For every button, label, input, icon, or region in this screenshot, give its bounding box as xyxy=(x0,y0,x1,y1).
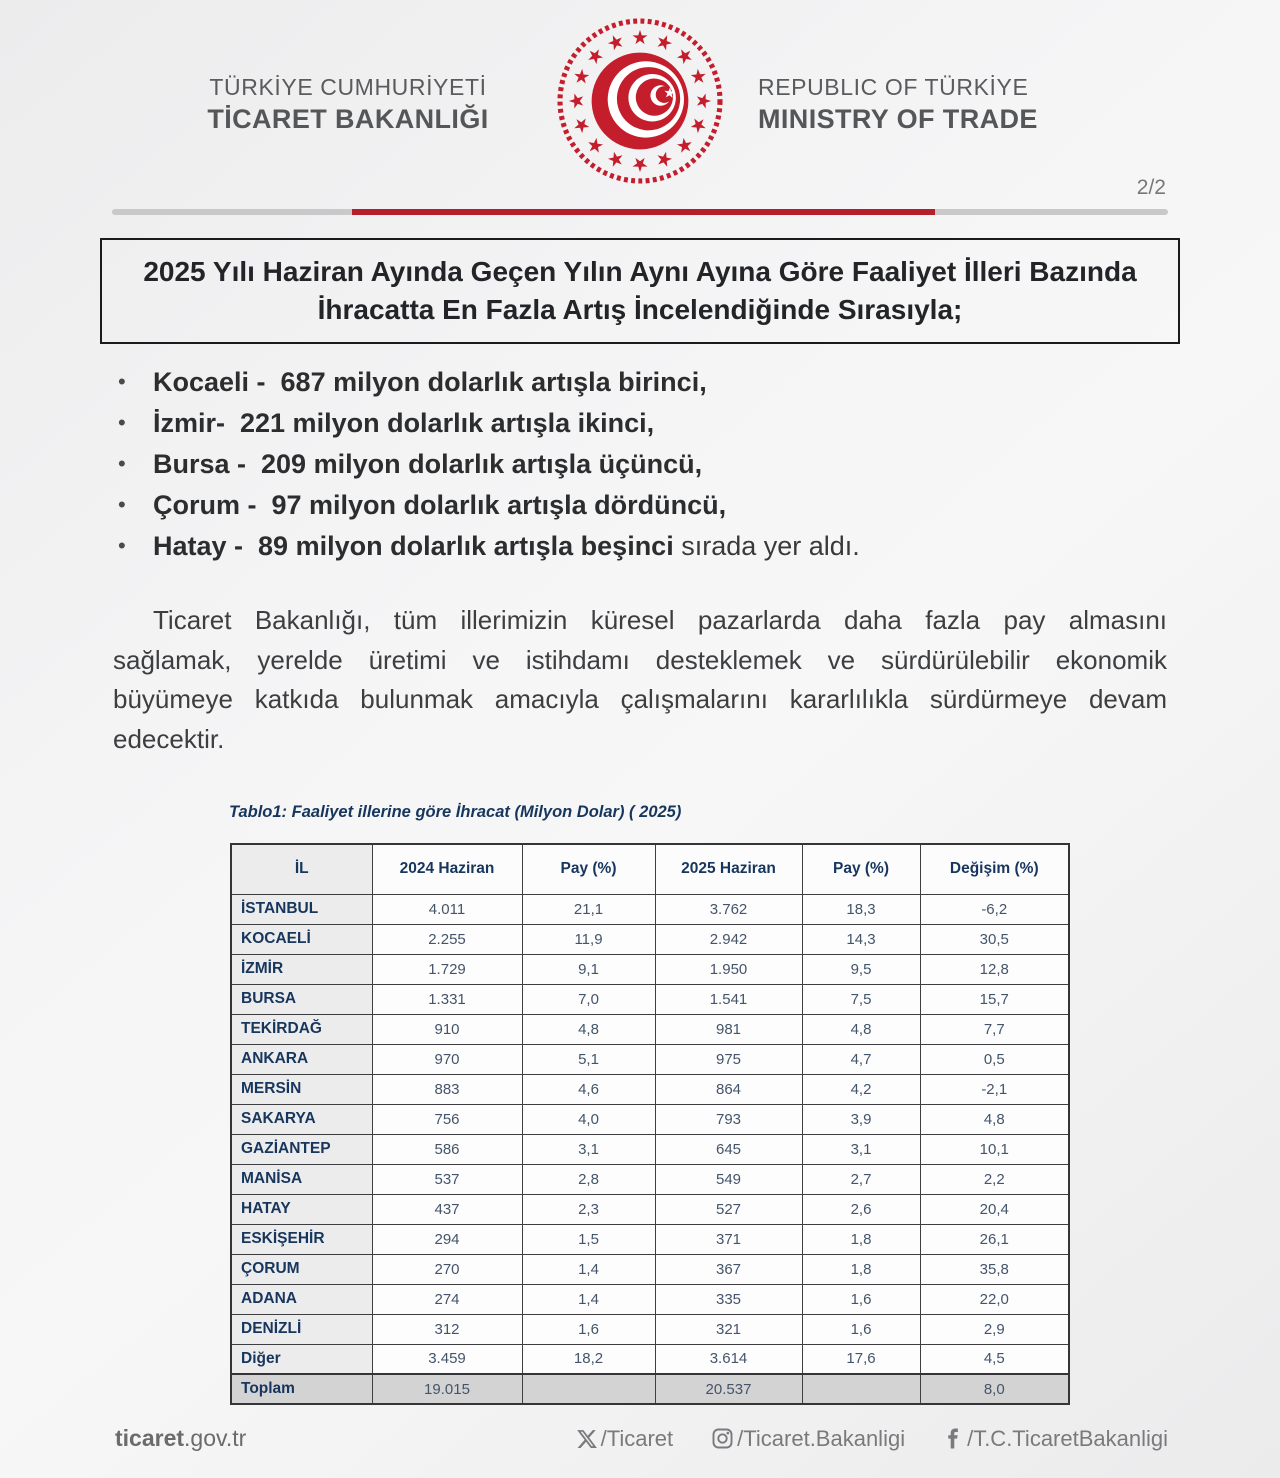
social-link-instagram[interactable] xyxy=(711,1426,905,1452)
row-label: ÇORUM xyxy=(231,1254,372,1284)
cell-value: 294 xyxy=(372,1224,522,1254)
list-item-bold: Çorum - 97 milyon dolarlık artışla dördüncü, xyxy=(153,490,727,520)
row-label: Diğer xyxy=(231,1344,372,1374)
cell-value: 537 xyxy=(372,1164,522,1194)
cell-value: 3.762 xyxy=(655,894,802,924)
column-header: Pay (%) xyxy=(522,844,655,894)
cell-value: 18,3 xyxy=(802,894,920,924)
crescent-core xyxy=(581,42,699,160)
cell-value: 2,9 xyxy=(920,1314,1069,1344)
list-item xyxy=(116,450,1176,479)
table-row xyxy=(231,1314,1069,1344)
cell-value: 15,7 xyxy=(920,984,1069,1014)
cell-value: 970 xyxy=(372,1044,522,1074)
table-row xyxy=(231,1134,1069,1164)
website-bold: ticaret xyxy=(115,1425,185,1451)
brand-turkish xyxy=(168,72,528,136)
social-link-facebook[interactable] xyxy=(943,1426,1168,1452)
table-row xyxy=(231,984,1069,1014)
cell-value: 2.255 xyxy=(372,924,522,954)
cell-value: 1,6 xyxy=(522,1314,655,1344)
list-item xyxy=(116,532,1176,561)
social-handle: /Ticaret.Bakanligi xyxy=(737,1425,906,1451)
cell-value: 1,5 xyxy=(522,1224,655,1254)
cell-value: 19.015 xyxy=(372,1374,522,1404)
cell-value: 883 xyxy=(372,1074,522,1104)
table-row xyxy=(231,1014,1069,1044)
list-item xyxy=(116,368,1176,397)
list-item-bold: İzmir- 221 milyon dolarlık artışla ikinci, xyxy=(153,408,655,438)
cell-value: 12,8 xyxy=(920,954,1069,984)
ministry-emblem-icon xyxy=(547,8,733,194)
ministry-of-trade-logo xyxy=(547,8,733,194)
website-rest: .gov.tr xyxy=(184,1425,247,1451)
table-header-row xyxy=(231,844,1069,894)
cell-value: 9,5 xyxy=(802,954,920,984)
row-label: TEKİRDAĞ xyxy=(231,1014,372,1044)
cell-value: 3,1 xyxy=(522,1134,655,1164)
page-title: 2025 Yılı Haziran Ayında Geçen Yılın Aynı Ayına Göre Faaliyet İlleri Bazında İhracatta En Fazla Artış İncelendiğinde Sırasıyla; xyxy=(100,238,1180,344)
list-item xyxy=(116,491,1176,520)
cell-value: 4,7 xyxy=(802,1044,920,1074)
cell-value: 321 xyxy=(655,1314,802,1344)
table-row xyxy=(231,1224,1069,1254)
cell-value: 18,2 xyxy=(522,1344,655,1374)
brand-line-en-2: MINISTRY OF TRADE xyxy=(758,104,1038,134)
cell-value: 1,6 xyxy=(802,1284,920,1314)
table-row xyxy=(231,1164,1069,1194)
cell-value: 2,2 xyxy=(920,1164,1069,1194)
table-row xyxy=(231,1044,1069,1074)
column-header: Pay (%) xyxy=(802,844,920,894)
instagram-icon xyxy=(711,1427,734,1450)
cell-value: 549 xyxy=(655,1164,802,1194)
cell-value: 4,2 xyxy=(802,1074,920,1104)
cell-value: 756 xyxy=(372,1104,522,1134)
cell-value: 0,5 xyxy=(920,1044,1069,1074)
highlight-list xyxy=(116,368,1176,573)
table-row xyxy=(231,1194,1069,1224)
cell-value: 8,0 xyxy=(920,1374,1069,1404)
cell-value: 2,6 xyxy=(802,1194,920,1224)
cell-value: 3,9 xyxy=(802,1104,920,1134)
cell-value: 17,6 xyxy=(802,1344,920,1374)
body-paragraph: Ticaret Bakanlığı, tüm illerimizin küresel pazarlarda daha fazla pay almasını sağlamak, yerelde üretimi ve istihdamı desteklemek ve sürdürülebilir ekonomik büyümeye katkıda bulunmak amacıyla çalışmalarını kararlılıkla sürdürmeye devam edecektir. xyxy=(113,605,1167,754)
header-divider xyxy=(112,209,1168,215)
table-row xyxy=(231,1074,1069,1104)
cell-value: 1.541 xyxy=(655,984,802,1014)
cell-value: 26,1 xyxy=(920,1224,1069,1254)
table-row xyxy=(231,894,1069,924)
cell-value: 335 xyxy=(655,1284,802,1314)
list-item-rest: sırada yer aldı. xyxy=(673,531,860,561)
cell-value: 1,8 xyxy=(802,1254,920,1284)
brand-english xyxy=(758,72,1098,136)
footer xyxy=(115,1425,1168,1452)
cell-value: 437 xyxy=(372,1194,522,1224)
column-header: Değişim (%) xyxy=(920,844,1069,894)
list-item-bold: Kocaeli - 687 milyon dolarlık artışla birinci, xyxy=(153,367,707,397)
cell-value: -6,2 xyxy=(920,894,1069,924)
social-handle: /Ticaret xyxy=(600,1425,674,1451)
table-row xyxy=(231,1344,1069,1374)
brand-line-tr-1: TÜRKİYE CUMHURİYETİ xyxy=(209,74,487,100)
row-label: ANKARA xyxy=(231,1044,372,1074)
cell-value: 22,0 xyxy=(920,1284,1069,1314)
cell-value: 9,1 xyxy=(522,954,655,984)
cell-value: 4.011 xyxy=(372,894,522,924)
cell-value xyxy=(522,1374,655,1404)
table-row xyxy=(231,1284,1069,1314)
row-label: ESKİŞEHİR xyxy=(231,1224,372,1254)
cell-value: 975 xyxy=(655,1044,802,1074)
row-label: BURSA xyxy=(231,984,372,1014)
facebook-icon xyxy=(943,1428,964,1449)
cell-value: 30,5 xyxy=(920,924,1069,954)
page-number: 2/2 xyxy=(1136,176,1166,199)
row-label: İSTANBUL xyxy=(231,894,372,924)
cell-value: 14,3 xyxy=(802,924,920,954)
list-item-bold: Hatay - 89 milyon dolarlık artışla beşinci xyxy=(153,531,674,561)
cell-value: 1.729 xyxy=(372,954,522,984)
x-icon xyxy=(576,1428,598,1450)
table-row-total xyxy=(231,1374,1069,1404)
column-header: 2025 Haziran xyxy=(655,844,802,894)
social-handle: /T.C.TicaretBakanligi xyxy=(967,1425,1168,1451)
column-header: İL xyxy=(231,844,372,894)
cell-value: 2,3 xyxy=(522,1194,655,1224)
row-label: Toplam xyxy=(231,1374,372,1404)
cell-value: 4,8 xyxy=(920,1104,1069,1134)
cell-value: 7,5 xyxy=(802,984,920,1014)
row-label: İZMİR xyxy=(231,954,372,984)
list-item xyxy=(116,409,1176,438)
cell-value: 4,8 xyxy=(802,1014,920,1044)
header-divider-red-segment xyxy=(352,209,935,215)
list-item-bold: Bursa - 209 milyon dolarlık artışla üçüncü, xyxy=(153,449,703,479)
website-link[interactable] xyxy=(115,1425,246,1452)
brand-line-tr-2: TİCARET BAKANLIĞI xyxy=(207,104,489,134)
cell-value: 7,0 xyxy=(522,984,655,1014)
cell-value: 2.942 xyxy=(655,924,802,954)
cell-value: 5,1 xyxy=(522,1044,655,1074)
table-row xyxy=(231,1254,1069,1284)
cell-value: 270 xyxy=(372,1254,522,1284)
cell-value: 910 xyxy=(372,1014,522,1044)
cell-value: -2,1 xyxy=(920,1074,1069,1104)
row-label: ADANA xyxy=(231,1284,372,1314)
cell-value: 2,8 xyxy=(522,1164,655,1194)
cell-value: 1,4 xyxy=(522,1284,655,1314)
row-label: SAKARYA xyxy=(231,1104,372,1134)
cell-value: 20.537 xyxy=(655,1374,802,1404)
cell-value: 645 xyxy=(655,1134,802,1164)
cell-value: 371 xyxy=(655,1224,802,1254)
cell-value: 367 xyxy=(655,1254,802,1284)
row-label: DENİZLİ xyxy=(231,1314,372,1344)
cell-value: 793 xyxy=(655,1104,802,1134)
brand-line-en-1: REPUBLIC OF TÜRKİYE xyxy=(758,74,1029,100)
cell-value: 4,8 xyxy=(522,1014,655,1044)
row-label: KOCAELİ xyxy=(231,924,372,954)
row-label: HATAY xyxy=(231,1194,372,1224)
cell-value: 1,8 xyxy=(802,1224,920,1254)
cell-value: 1.331 xyxy=(372,984,522,1014)
cell-value: 864 xyxy=(655,1074,802,1104)
table-caption: Tablo1: Faaliyet illerine göre İhracat (Milyon Dolar) ( 2025) xyxy=(229,803,682,821)
cell-value: 21,1 xyxy=(522,894,655,924)
cell-value xyxy=(802,1374,920,1404)
cell-value: 7,7 xyxy=(920,1014,1069,1044)
cell-value: 586 xyxy=(372,1134,522,1164)
cell-value: 1.950 xyxy=(655,954,802,984)
cell-value: 10,1 xyxy=(920,1134,1069,1164)
cell-value: 3,1 xyxy=(802,1134,920,1164)
cell-value: 1,4 xyxy=(522,1254,655,1284)
cell-value: 11,9 xyxy=(522,924,655,954)
column-header: 2024 Haziran xyxy=(372,844,522,894)
cell-value: 3.459 xyxy=(372,1344,522,1374)
cell-value: 1,6 xyxy=(802,1314,920,1344)
cell-value: 981 xyxy=(655,1014,802,1044)
cell-value: 4,5 xyxy=(920,1344,1069,1374)
cell-value: 527 xyxy=(655,1194,802,1224)
cell-value: 312 xyxy=(372,1314,522,1344)
cell-value: 20,4 xyxy=(920,1194,1069,1224)
cell-value: 4,0 xyxy=(522,1104,655,1134)
table-row xyxy=(231,1104,1069,1134)
cell-value: 2,7 xyxy=(802,1164,920,1194)
cell-value: 3.614 xyxy=(655,1344,802,1374)
cell-value: 274 xyxy=(372,1284,522,1314)
cell-value: 4,6 xyxy=(522,1074,655,1104)
export-table xyxy=(230,843,1070,1405)
row-label: GAZİANTEP xyxy=(231,1134,372,1164)
table-body xyxy=(231,894,1069,1404)
row-label: MANİSA xyxy=(231,1164,372,1194)
table-row xyxy=(231,924,1069,954)
table-row xyxy=(231,954,1069,984)
social-links xyxy=(576,1426,1168,1452)
social-link-x[interactable] xyxy=(576,1426,674,1452)
cell-value: 35,8 xyxy=(920,1254,1069,1284)
row-label: MERSİN xyxy=(231,1074,372,1104)
